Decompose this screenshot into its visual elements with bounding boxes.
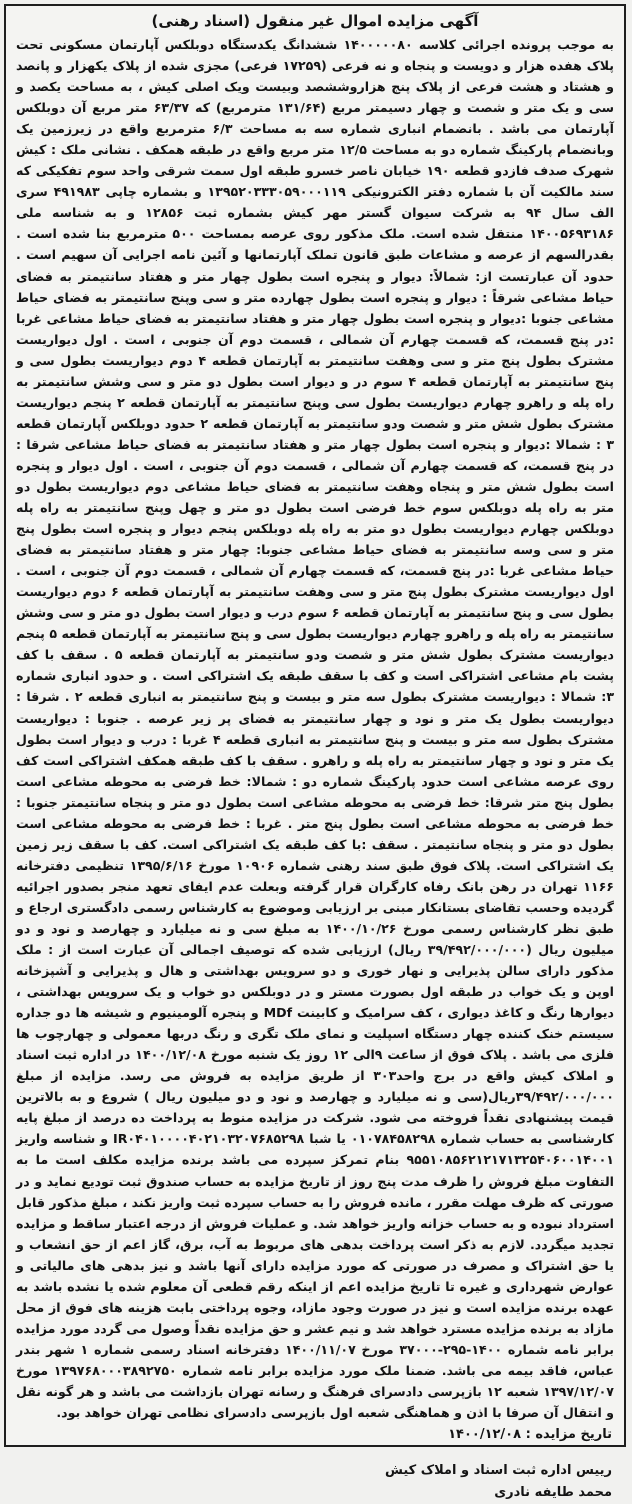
signature-role: رییس اداره ثبت اسناد و املاک کیش (384, 1463, 612, 1479)
signature-name: محمد طایفه نادری (494, 1485, 612, 1501)
notice-body: به موجب پرونده اجرائی کلاسه ۱۴۰۰۰۰۰۸۰ ششدانگ یکدستگاه دوبلکس آپارتمان مسکونی تحت پلاک هفده هزار و دویست و پنجاه و نه فرعی (۱۷۲۵۹ فرعی) مجزی شده از پلاک یکهزار و پانصد و هشتاد و هشت فرعی از پلاک پنج هزاروششصد وبیست ویک اصلی کیش ، به مساحت یکصد و سی و یک متر و شصت و چهار دسیمتر مربع (۱۳۱/۶۴ مترمربع) که ۶۳/۳۷ متر مربع آن دوبلکس آپارتمان می باشد . بانضمام انباری شماره سه به مساحت ۶/۳ مترمربع واقع در زیرزمین یک وبانضمام پارکینگ شماره دو به مساحت ۱۲/۵ متر مربع واقع در طبقه همکف . نشانی ملک : کیش شهرک صدف فازدو قطعه ۱۹۰ خیابان ناصر خسرو طبقه اول سمت شرقی واحد سوم تفکیکی که سند مالکیت آن با شماره دفتر الکترونیکی ۱۳۹۵۲۰۳۳۳۰۵۹۰۰۰۱۱۹ و بشماره چاپی ۴۹۱۹۸۳ سری الف سال ۹۴ به شرکت سیوان گستر مهر کیش بشماره ثبت ۱۲۸۵۶ و به شناسه ملی ۱۴۰۰۵۶۹۳۱۸۶ منتقل شده است. ملک مذکور روی عرصه بمساحت ۵۰۰ مترمربع بنا شده است . بقدرالسهم از عرصه و مشاعات طبق قانون تملک آپارتمانها و آئین نامه اجرایی آن سهیم است . حدود آن عبارتست از: شمالاً: دیوار و پنجره است بطول چهار متر و هفتاد سانتیمتر به فضای حیاط مشاعی شرقاً : دیوار و پنجره است بطول چهارده متر و سی وپنج سانتیمتر به فضای حیاط مشاعی جنوبا :دیوار و پنجره است بطول چهار متر و هفتاد سانتیمتر به فضای حیاط مشاعی غربا :در پنج قسمت، که قسمت چهارم آن شمالی ، قسمت دوم آن جنوبی ، است . اول دیواریست مشترک بطول پنج متر و سی وهفت سانتیمتر به آپارتمان قطعه ۴ دوم دیواریست بطول سی و پنج سانتیمتر به آپارتمان قطعه ۴ سوم در و دیوار است بطول دو متر و سی وشش سانتیمتر به راه پله و راهرو چهارم دیواریست بطول سی وپنج سانتیمتر به آپارتمان قطعه ۲ پنجم دیواریست مشترک بطول شش متر و شصت ودو سانتیمتر به آپارتمان قطعه ۲ حدود دوبلکس آپارتمان قطعه ۳ : شمالا :دیوار و پنجره است بطول چهار متر و هفتاد سانتیمتر به فضای حیاط مشاعی شرقا : در پنج قسمت، که قسمت چهارم آن شمالی ، قسمت دوم آن جنوبی ، است . اول دیوار و پنجره است بطول شش متر و پنجاه وهفت سانتیمتر به فضای حیاط مشاعی دوم دیواریست بطول دو متر به راه پله دوبلکس سوم خط فرضی است بطول دو متر و چهل وپنج سانتیمتر به راه پله دوبلکس چهارم دیواریست بطول دو متر به راه پله دوبلکس پنجم دیوار و پنجره است بطول پنج متر و سی وسه سانتیمتر به فضای حیاط مشاعی جنوبا: چهار متر و هفتاد سانتیمتر به فضای حیاط مشاعی غربا :در پنج قسمت، که قسمت چهارم آن شمالی ، قسمت دوم آن جنوبی ، است . اول دیواریست مشترک بطول پنج متر و سی وهفت سانتیمتر به آپارتمان قطعه ۶ دوم دیواریست بطول سی و پنج سانتیمتر به آپارتمان قطعه ۶ سوم درب و دیوار است بطول دو متر و سی وشش سانتیمتر به راه پله و راهرو چهارم دیواریست بطول سی و پنج سانتیمتر به آپارتمان قطعه ۵ پنجم دیواریست مشترک بطول شش متر و شصت ودو سانتیمتر به آپارتمان قطعه ۵ . سقف با کف پشت بام مشاعی اشتراکی است و کف با سقف طبقه یک اشتراکی است . و حدود انباری شماره ۳: شمالا : دیواریست مشترک بطول سه متر و بیست و پنج سانتیمتر به انباری قطعه ۲ . شرقا : دیواریست بطول یک متر و نود و چهار سانتیمتر به فضای پر زیر عرصه . جنوبا : دیواریست مشترک بطول سه متر و بیست و پنج سانتیمتر به انباری قطعه ۴ غربا : درب و دیوار است بطول یک متر و نود و چهار سانتیمتر به راه پله و راهرو . سقف با کف طبقه همکف اشتراکی است کف روی عرصه مشاعی است حدود پارکینگ شماره دو : شمالا: خط فرضی به محوطه مشاعی است بطول پنج متر شرقا: خط فرضی به محوطه مشاعی است بطول دو متر و پنجاه سانتیمتر جنوبا : خط فرضی به محوطه مشاعی است بطول پنج متر . غربا : خط فرضی به محوطه مشاعی است بطول دو متر و پنجاه سانتیمتر . سقف :با کف طبقه یک اشتراکی است. کف با سقف زیر زمین یک اشتراکی است. پلاک فوق طبق سند رهنی شماره ۱۰۹۰۶ مورخ ۱۳۹۵/۶/۱۶ تنظیمی دفترخانه ۱۱۶۶ تهران در رهن بانک رفاه کارگران قرار گرفته وبعلت عدم ایفای تعهد منجر بصدور اجرائیه گردیده وحسب تقاضای بستانکار مبنی بر ارزیابی وموضوع به کارشناس رسمی دادگستری ارجاع و طبق نظر کارشناس رسمی مورخ ۱۴۰۰/۱۰/۲۶ به مبلغ سی و نه میلیارد و چهارصد و نود و دو میلیون ریال (۳۹/۴۹۲/۰۰۰/۰۰۰ ریال) ارزیابی شده که توصیف اجمالی آن عبارت است از : ملک مذکور دارای سالن پذیرایی و نهار خوری و دو سرویس بهداشتی و هال و پذیرایی و آشپزخانه اوپن و یک خواب در طبقه اول بصورت مستر و در دوبلکس دو خواب و یک سرویس بهداشتی ، دیوارها رنگ و کاغذ دیواری ، کف سرامیک و کابینت MDf و پنجره آلومینیوم و شیشه ها دو جداره سیستم خنک کننده چهار دستگاه اسپلیت و نمای ملک تگری و رنگ دربها معمولی و چهارچوب ها فلزی می باشد . پلاک فوق از ساعت ۹الی ۱۲ روز یک شنبه مورخ ۱۴۰۰/۱۲/۰۸ در اداره ثبت اسناد و املاک کیش واقع در برج واحد۳۰۳ از طریق مزایده به فروش می رسد. مزایده از مبلغ ۳۹/۴۹۲/۰۰۰/۰۰۰ریال(سی و نه میلیارد و چهارصد و نود و دو میلیون ریال ) شروع و به بالاترین قیمت پیشنهادی نقداً فروخته می شود. شرکت در مزایده منوط به پرداخت ده درصد از مبلغ پایه کارشناسی به حساب شماره ۰۱۰۷۸۴۵۸۲۹۸ یا شبا IR۰۴۰۱۰۰۰۰۴۰۲۱۰۳۲۰۷۶۸۵۲۹۸ و شناسه واریز ۹۵۵۱۰۸۵۶۲۱۲۱۷۱۳۲۵۴۰۶۰۰۱۴۰۰۱ بنام تمرکز سپرده می باشد برنده مزایده مکلف است ما به التفاوت مبلغ فروش را ظرف مدت پنج روز از تاریخ مزایده به حساب صندوق ثبت تودیع نماید و در صورتی که ظرف مهلت مقرر ، مانده فروش را به حساب سپرده ثبت واریز نکند ، مبلغ مذکور قابل استرداد نبوده و به حساب خزانه واریز خواهد شد. و عملیات فروش از درجه اعتبار ساقط و مزایده تجدید میگردد. لازم به ذکر است پرداخت بدهی های مربوط به آب، برق، گاز اعم از حق انشعاب و یا حق اشتراک و مصرف در صورتی که مورد مزایده دارای آنها باشد و نیز بدهی های مالیاتی و عوارض شهرداری و غیره تا تاریخ مزایده اعم از اینکه رقم قطعی آن معلوم شده یا نشده باشد به عهده برنده مزایده است و نیز در صورت وجود مازاد، وجوه پرداختی بابت هزینه های فوق از محل مازاد به برنده مزایده مسترد خواهد شد و نیم عشر و حق مزایده نقداً وصول می گردد مورد مزایده برابر نامه شماره ۱۴۰۰-۲۹۵-۳۷۰۰۰ مورخ ۱۴۰۰/۱۱/۰۷ دفترخانه اسناد رسمی شماره ۱ شهر بندر عباس، فاقد بیمه می باشد. ضمنا ملک مورد مزایده برابر نامه شماره ۱۳۹۷۶۸۰۰۰۳۸۹۲۷۵۰ مورخ ۱۳۹۷/۱۲/۰۷ شعبه ۱۲ بازپرسی دادسرای فرهنگ و رسانه تهران بازداشت می باشد و هر گونه نقل و انتقال آن صرفا با اذن و هماهنگی شعبه اول بازپرسی دادسرای نظامی تهران خواهد بود. (16, 37, 615, 1421)
signature-block (6, 1442, 624, 1504)
auction-notice (4, 4, 626, 1501)
notice-title: آگهی مزایده اموال غیر منقول (اسناد رهنی) (151, 12, 479, 30)
auction-date: تاریخ مزایده : ۱۴۰۰/۱۲/۰۸ (448, 1427, 612, 1443)
